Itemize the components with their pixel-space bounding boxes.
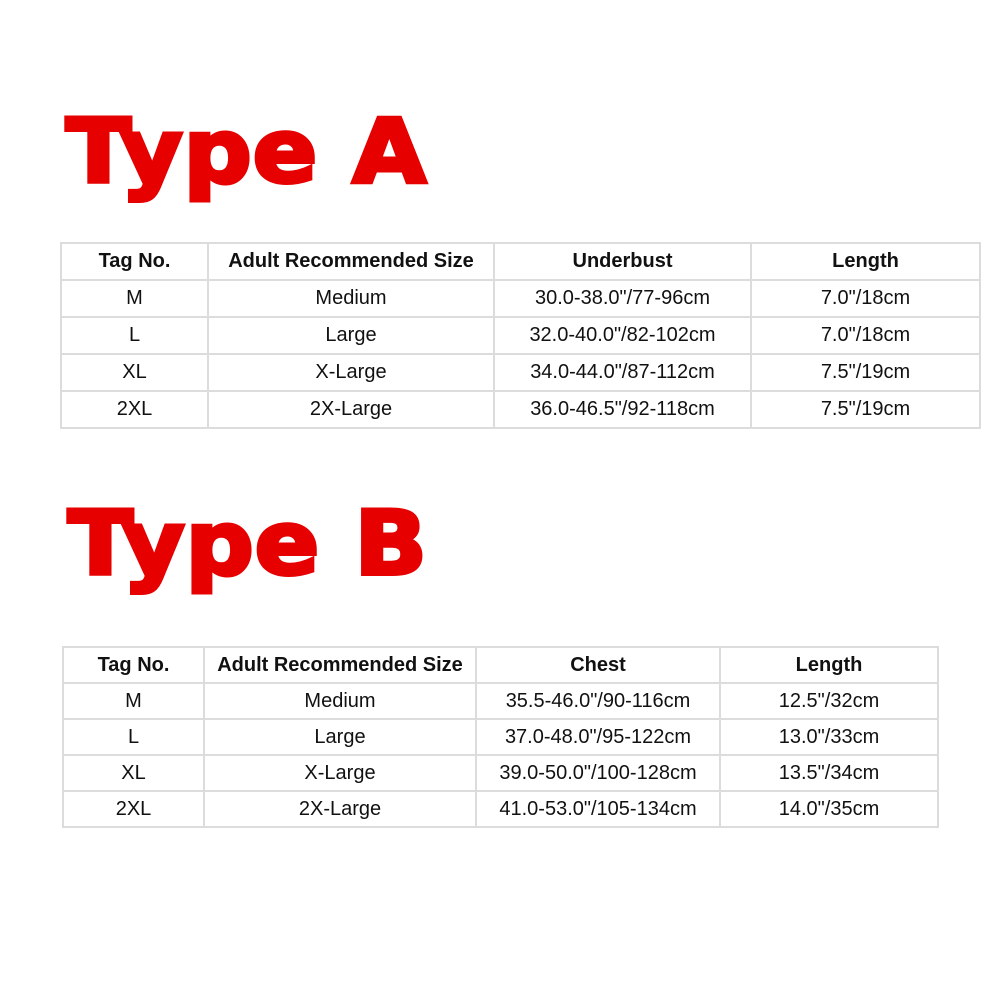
tag-cell: M xyxy=(61,280,208,317)
underbust-cell: 36.0-46.5"/92-118cm xyxy=(494,391,751,428)
column-header-length: Length xyxy=(720,647,938,683)
table-header-row xyxy=(61,243,980,280)
table-row xyxy=(63,719,938,755)
length-cell: 14.0"/35cm xyxy=(720,791,938,827)
type-b-size-table xyxy=(62,646,939,828)
column-header-underbust: Underbust xyxy=(494,243,751,280)
length-cell: 13.0"/33cm xyxy=(720,719,938,755)
table-header-row xyxy=(63,647,938,683)
table-row xyxy=(61,317,980,354)
table-row xyxy=(63,755,938,791)
type-b-title: Type B xyxy=(68,492,429,595)
chest-cell: 37.0-48.0"/95-122cm xyxy=(476,719,720,755)
size-cell: Large xyxy=(204,719,476,755)
size-cell: Medium xyxy=(208,280,494,317)
chest-cell: 41.0-53.0"/105-134cm xyxy=(476,791,720,827)
column-header-chest: Chest xyxy=(476,647,720,683)
length-cell: 7.5"/19cm xyxy=(751,354,980,391)
table-row xyxy=(63,683,938,719)
underbust-cell: 34.0-44.0"/87-112cm xyxy=(494,354,751,391)
tag-cell: 2XL xyxy=(63,791,204,827)
tag-cell: XL xyxy=(61,354,208,391)
chest-cell: 39.0-50.0"/100-128cm xyxy=(476,755,720,791)
table-row xyxy=(61,391,980,428)
length-cell: 7.5"/19cm xyxy=(751,391,980,428)
size-cell: Large xyxy=(208,317,494,354)
chest-cell: 35.5-46.0"/90-116cm xyxy=(476,683,720,719)
tag-cell: L xyxy=(63,719,204,755)
column-header-tag-no: Tag No. xyxy=(63,647,204,683)
type-a-title: Type A xyxy=(66,100,428,203)
column-header-recommended-size: Adult Recommended Size xyxy=(204,647,476,683)
table-row xyxy=(61,280,980,317)
size-cell: 2X-Large xyxy=(204,791,476,827)
length-cell: 7.0"/18cm xyxy=(751,280,980,317)
size-cell: X-Large xyxy=(208,354,494,391)
table-row xyxy=(63,791,938,827)
tag-cell: M xyxy=(63,683,204,719)
type-a-size-table xyxy=(60,242,981,429)
length-cell: 7.0"/18cm xyxy=(751,317,980,354)
column-header-length: Length xyxy=(751,243,980,280)
column-header-recommended-size: Adult Recommended Size xyxy=(208,243,494,280)
size-cell: X-Large xyxy=(204,755,476,791)
column-header-tag-no: Tag No. xyxy=(61,243,208,280)
underbust-cell: 32.0-40.0"/82-102cm xyxy=(494,317,751,354)
underbust-cell: 30.0-38.0"/77-96cm xyxy=(494,280,751,317)
tag-cell: 2XL xyxy=(61,391,208,428)
size-cell: 2X-Large xyxy=(208,391,494,428)
table-row xyxy=(61,354,980,391)
length-cell: 13.5"/34cm xyxy=(720,755,938,791)
tag-cell: L xyxy=(61,317,208,354)
length-cell: 12.5"/32cm xyxy=(720,683,938,719)
tag-cell: XL xyxy=(63,755,204,791)
size-cell: Medium xyxy=(204,683,476,719)
